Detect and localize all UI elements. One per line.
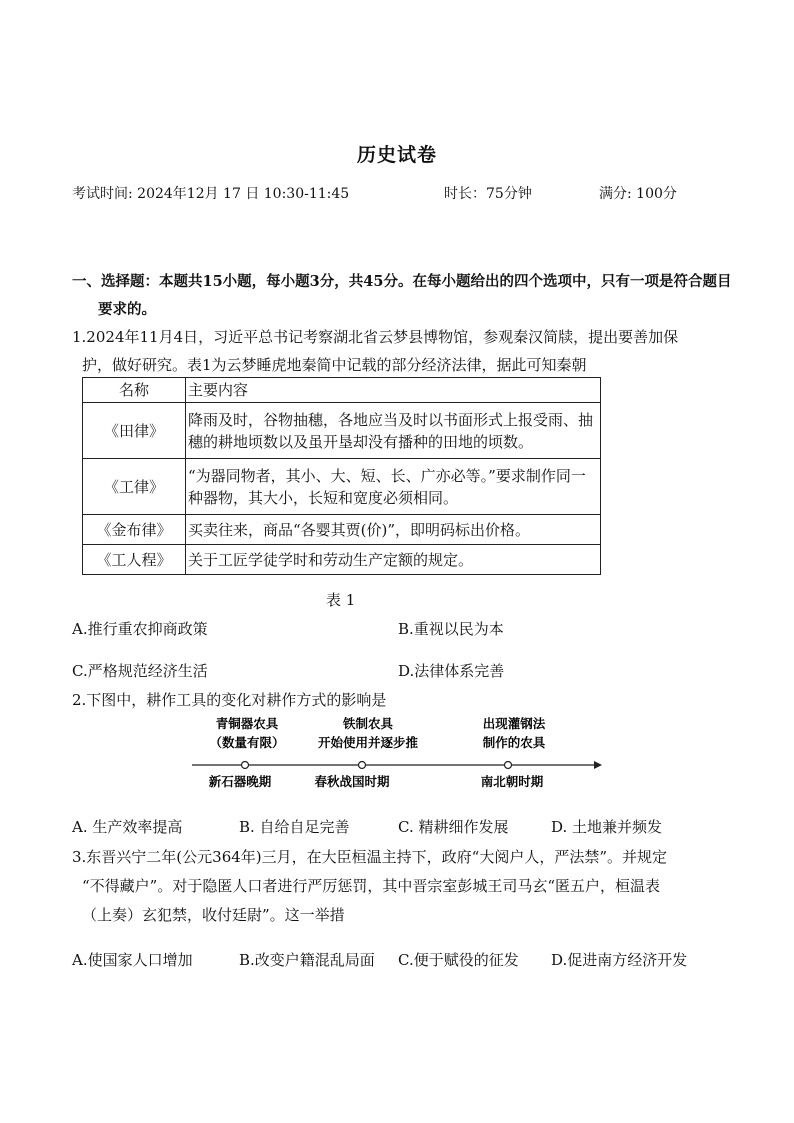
timeline-node [359, 762, 366, 769]
table-row [83, 459, 601, 515]
q3-option-b[interactable]: B.改变户籍混乱局面 [239, 951, 375, 969]
exam-full-score: 满分: 100分 [599, 186, 677, 202]
q3-option-a[interactable]: A.使国家人口增加 [72, 951, 193, 969]
q1-option-b[interactable]: B.重视以民为本 [398, 620, 504, 638]
q2-option-b[interactable]: B. 自给自足完善 [239, 818, 350, 836]
table-caption: 表 1 [326, 591, 356, 609]
q2-option-c[interactable]: C. 精耕细作发展 [398, 818, 509, 836]
law-content: 降雨及时，谷物抽穗，各地应当及时以书面形式上报受雨、抽穗的耕地顷数以及虽开垦却没有播种的田地的顷数。 [186, 403, 601, 459]
exam-time: 考试时间: 2024年12月 17 日 10:30-11:45 [72, 186, 350, 202]
law-content: 关于工匠学徒学时和劳动生产定额的规定。 [186, 545, 601, 575]
page-title: 历史试卷 [356, 144, 437, 166]
timeline-top-label-1b: （数量有限） [209, 735, 285, 750]
q1-option-d[interactable]: D.法律体系完善 [398, 662, 505, 680]
table-row [83, 403, 601, 459]
section-heading [72, 268, 732, 324]
law-name: 《工人程》 [83, 545, 186, 575]
timeline-bottom-label-1: 新石器晚期 [208, 774, 272, 789]
timeline-top-label-3b: 制作的农具 [482, 735, 546, 750]
q3-text-line2: “不得藏户”。对于隐匿人口者进行严厉惩罚，其中晋宗室彭城王司马玄“匿五户，桓温表 [82, 877, 661, 895]
timeline-bottom-label-2: 春秋战国时期 [314, 774, 390, 789]
table-header-row [83, 378, 601, 403]
q1-option-c[interactable]: C.严格规范经济生活 [72, 662, 208, 680]
q3-text-line1: 3.东晋兴宁二年(公元364年)三月，在大臣桓温主持下，政府“大阅户人，严法禁”。并规定 [72, 848, 667, 866]
farming-tools-timeline [190, 712, 610, 794]
table-row [83, 515, 601, 545]
q3-text-line3: （上奏）玄犯禁，收付廷尉”。这一举措 [82, 906, 345, 924]
economic-law-table [82, 377, 601, 575]
law-name: 《田律》 [83, 403, 186, 459]
q2-text: 2.下图中，耕作工具的变化对耕作方式的影响是 [72, 691, 387, 709]
law-content: “为器同物者，其小、大、短、长、广亦必等。”要求制作同一种器物，其大小，长短和宽度必须相同。 [186, 459, 601, 515]
timeline-arrow-icon [594, 761, 602, 769]
section-heading-text: 一、选择题：本题共15小题，每小题3分，共45分。在每小题给出的四个选项中，只有一项是符合题目要求的。 [72, 273, 732, 318]
timeline-node [505, 762, 512, 769]
table-header-content: 主要内容 [186, 378, 601, 403]
q2-option-d[interactable]: D. 土地兼并频发 [551, 818, 663, 836]
law-content: 买卖往来，商品“各婴其贾(价)”，即明码标出价格。 [186, 515, 601, 545]
law-name: 《金布律》 [83, 515, 186, 545]
timeline-top-label-3a: 出现灌钢法 [482, 716, 546, 731]
q3-option-d[interactable]: D.促进南方经济开发 [551, 951, 688, 969]
timeline-node [242, 762, 249, 769]
timeline-top-label-2a: 铁制农具 [342, 716, 394, 731]
law-name: 《工律》 [83, 459, 186, 515]
table-header-name: 名称 [83, 378, 186, 403]
q1-text-line2: 护，做好研究。表1为云梦睡虎地秦简中记载的部分经济法律，据此可知秦朝 [82, 356, 587, 374]
q1-text-line1: 1.2024年11月4日，习近平总书记考察湖北省云梦县博物馆，参观秦汉简牍，提出要善加保 [72, 328, 679, 346]
q1-option-a[interactable]: A.推行重农抑商政策 [72, 620, 208, 638]
timeline-top-label-1a: 青铜器农具 [215, 716, 279, 731]
q3-option-c[interactable]: C.便于赋役的征发 [398, 951, 519, 969]
q2-option-a[interactable]: A. 生产效率提高 [72, 818, 183, 836]
timeline-top-label-2b: 开始使用并逐步推 [317, 735, 419, 750]
table-row [83, 545, 601, 575]
timeline-bottom-label-3: 南北朝时期 [480, 774, 544, 789]
exam-duration: 时长：75分钟 [444, 186, 532, 202]
